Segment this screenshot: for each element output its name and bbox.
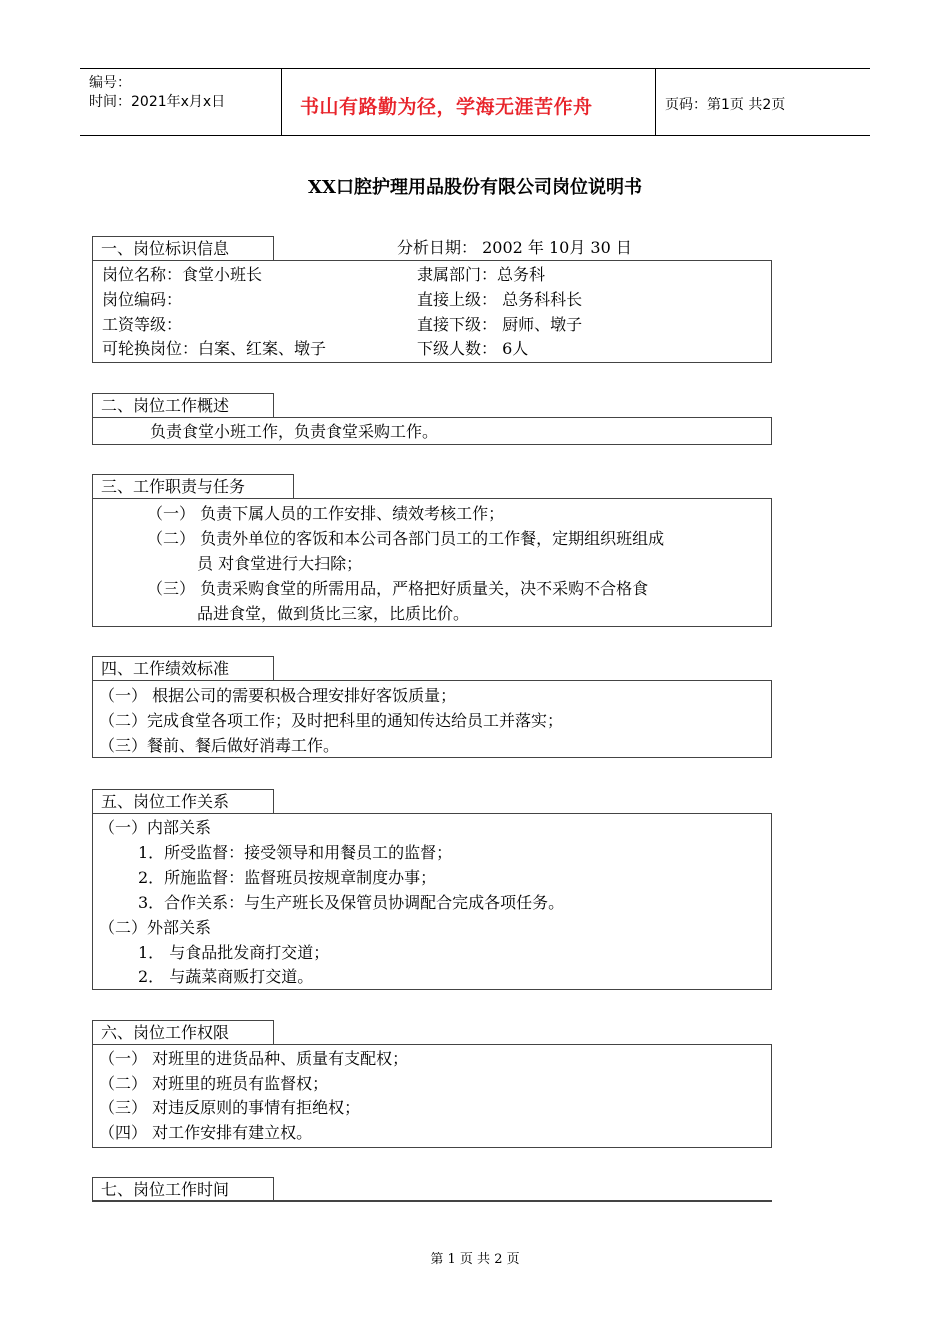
duty-line-4: （三） 负责采购食堂的所需用品，严格把好质量关，决不采购不合格食 (147, 579, 649, 598)
header-bottom-rule (80, 135, 870, 136)
info-left-1: 岗位名称：食堂小班长 (102, 265, 263, 284)
section-4-tab: 四、工作绩效标准 (92, 656, 274, 680)
internal-item-2: 2．所施监督：监督班员按规章制度办事； (138, 868, 437, 887)
internal-item-1: 1．所受监督：接受领导和用餐员工的监督； (138, 843, 453, 862)
authority-line-2: （二） 对班里的班员有监督权； (99, 1074, 329, 1093)
section-7-rule (92, 1200, 772, 1202)
standard-line-2: （二）完成食堂各项工作；及时把科里的通知传达给员工并落实； (99, 711, 564, 730)
header-top-rule (80, 68, 870, 69)
section-7-tab: 七、岗位工作时间 (92, 1177, 274, 1201)
duty-line-1: （一） 负责下属人员的工作安排、绩效考核工作； (147, 504, 505, 523)
external-item-1: 1． 与食品批发商打交道； (138, 943, 330, 962)
header-motto: 书山有路勤为径，学海无涯苦作舟 (300, 96, 593, 118)
document-title: XX口腔护理用品股份有限公司岗位说明书 (308, 177, 642, 198)
info-right-2: 直接上级： 总务科科长 (417, 290, 583, 309)
section-5-tab: 五、岗位工作关系 (92, 789, 274, 813)
overview-text: 负责食堂小班工作，负责食堂采购工作。 (150, 422, 439, 441)
duty-line-2: （二） 负责外单位的客饭和本公司各部门员工的工作餐，定期组织班组成 (147, 529, 665, 548)
analysis-date: 分析日期： 2002 年 10月 30 日 (397, 238, 632, 257)
standard-line-1: （一） 根据公司的需要积极合理安排好客饭质量； (99, 686, 457, 705)
info-left-2: 岗位编码： (102, 290, 183, 309)
info-left-3: 工资等级： (102, 315, 183, 334)
internal-item-3: 3．合作关系：与生产班长及保管员协调配合完成各项任务。 (138, 893, 565, 912)
duty-line-5: 品进食堂，做到货比三家，比质比价。 (197, 604, 470, 623)
info-right-3: 直接下级： 厨师、墩子 (417, 315, 583, 334)
section-6-tab: 六、岗位工作权限 (92, 1020, 274, 1044)
section-1-tab: 一、岗位标识信息 (92, 236, 274, 260)
authority-line-3: （三） 对违反原则的事情有拒绝权； (99, 1098, 361, 1117)
header-time-label: 时间：2021年x月x日 (89, 94, 226, 110)
header-number-label: 编号： (89, 75, 131, 91)
authority-line-1: （一） 对班里的进货品种、质量有支配权； (99, 1049, 409, 1068)
duty-line-3: 员 对食堂进行大扫除； (197, 554, 363, 573)
external-relations-heading: （二）外部关系 (99, 918, 212, 937)
section-2-tab: 二、岗位工作概述 (92, 393, 274, 417)
authority-line-4: （四） 对工作安排有建立权。 (99, 1123, 313, 1142)
info-right-4: 下级人数： 6人 (417, 339, 529, 358)
info-right-1: 隶属部门：总务科 (417, 265, 546, 284)
standard-line-3: （三）餐前、餐后做好消毒工作。 (99, 736, 340, 755)
internal-relations-heading: （一）内部关系 (99, 818, 212, 837)
section-3-tab: 三、工作职责与任务 (92, 474, 294, 498)
info-left-4: 可轮换岗位：白案、红案、墩子 (102, 339, 327, 358)
external-item-2: 2． 与蔬菜商贩打交道。 (138, 967, 314, 986)
header-divider-right (655, 68, 656, 136)
header-page-info: 页码：第1页 共2页 (665, 97, 786, 113)
header-divider-left (281, 68, 282, 136)
page-footer: 第 1 页 共 2 页 (430, 1252, 520, 1267)
